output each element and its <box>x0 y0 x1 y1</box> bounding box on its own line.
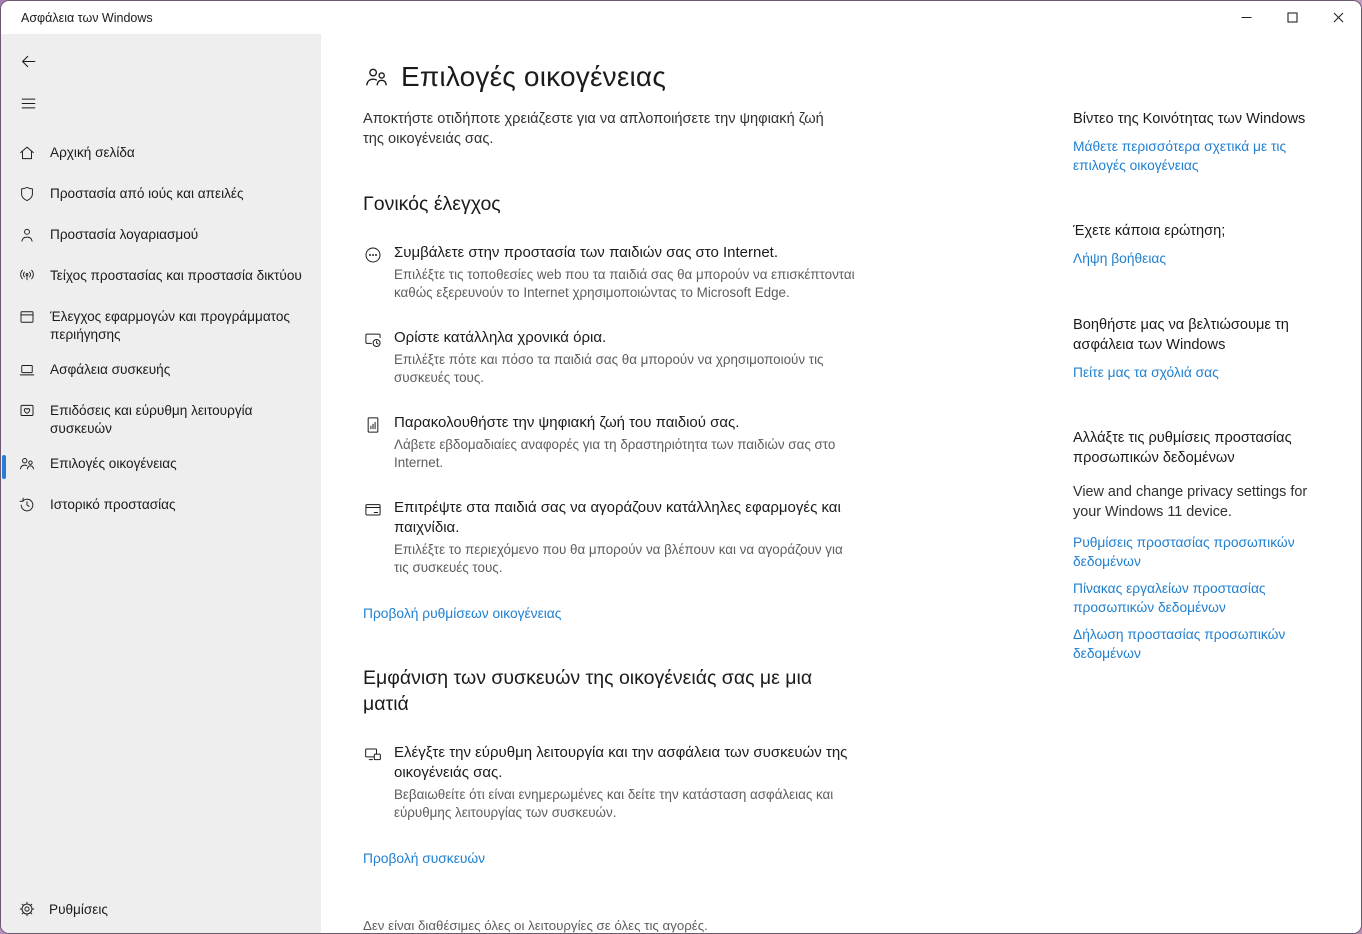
page-title: Επιλογές οικογένειας <box>401 61 667 92</box>
network-icon <box>18 267 37 290</box>
give-feedback-link[interactable]: Πείτε μας τα σχόλιά σας <box>1073 364 1219 380</box>
feature-title: Επιτρέψτε στα παιδιά σας να αγοράζουν κατάλληλες εφαρμογές και παιχνίδια. <box>394 499 841 536</box>
device-health-icon <box>18 402 37 425</box>
view-devices-link[interactable]: Προβολή συσκευών <box>363 851 486 866</box>
maximize-button[interactable] <box>1269 1 1315 34</box>
page-header <box>363 61 885 93</box>
sidebar-item-app-browser-control[interactable]: Έλεγχος εφαρμογών και προγράμματος περιήγησης <box>1 299 321 352</box>
feature-device-health <box>363 743 885 822</box>
feature-web-protection <box>363 243 885 302</box>
get-help-link[interactable]: Λήψη βοήθειας <box>1073 251 1167 266</box>
window-title: Ασφάλεια των Windows <box>21 10 153 25</box>
close-button[interactable] <box>1315 1 1361 34</box>
hamburger-menu-button[interactable] <box>11 87 45 119</box>
laptop-icon <box>18 361 37 384</box>
feature-title: Παρακολουθήστε την ψηφιακή ζωή του παιδιού σας. <box>394 414 740 431</box>
devices-icon <box>363 745 384 770</box>
titlebar <box>1 1 1361 34</box>
view-family-settings-link[interactable]: Προβολή ρυθμίσεων οικογένειας <box>363 606 562 621</box>
feature-activity-report <box>363 413 885 472</box>
sidebar-item-virus-threat-protection[interactable]: Προστασία από ιούς και απειλές <box>1 176 321 217</box>
sidebar <box>1 34 321 933</box>
learn-more-family-options-link[interactable]: Μάθετε περισσότερα σχετικά με τις επιλογές οικογένειας <box>1073 139 1287 173</box>
feature-screen-time <box>363 328 885 387</box>
feature-desc: Επιλέξτε τις τοποθεσίες web που τα παιδιά σας θα μπορούν να επισκέπτονται καθώς εξερευνούν το Internet χρησιμοποιώντας το Microsoft Edge. <box>394 267 855 300</box>
aside-privacy <box>1073 428 1309 663</box>
aside-feedback <box>1073 315 1309 383</box>
parental-controls-heading: Γονικός έλεγχος <box>363 193 501 215</box>
settings-label: Ρυθμίσεις <box>49 901 108 917</box>
sidebar-item-home[interactable]: Αρχική σελίδα <box>1 135 321 176</box>
privacy-statement-link[interactable]: Δήλωση προστασίας προσωπικών δεδομένων <box>1073 627 1286 661</box>
credit-card-icon <box>363 500 384 525</box>
history-icon <box>18 496 37 519</box>
sidebar-item-account-protection[interactable]: Προστασία λογαριασμού <box>1 217 321 258</box>
close-icon <box>1333 12 1344 23</box>
help-aside <box>1073 61 1309 933</box>
main-panel <box>321 34 1361 933</box>
aside-heading: Βοηθήστε μας να βελτιώσουμε τη ασφάλεια των Windows <box>1073 316 1289 353</box>
aside-question <box>1073 221 1309 269</box>
family-options-icon <box>363 64 390 91</box>
web-browsing-icon <box>363 245 384 270</box>
minimize-button[interactable] <box>1223 1 1269 34</box>
sidebar-item-device-performance[interactable]: Επιδόσεις και εύρυθμη λειτουργία συσκευών <box>1 393 321 446</box>
aside-heading: Βίντεο της Κοινότητας των Windows <box>1073 111 1306 127</box>
gear-icon <box>18 900 36 918</box>
privacy-dashboard-link[interactable]: Πίνακας εργαλείων προστασίας προσωπικών δεδομένων <box>1073 581 1266 615</box>
maximize-icon <box>1287 12 1298 23</box>
sidebar-item-firewall-network[interactable]: Τείχος προστασίας και προστασία δικτύου <box>1 258 321 299</box>
feature-desc: Επιλέξτε το περιεχόμενο που θα μπορούν να βλέπουν και να αγοράζουν για τις συσκευές τους. <box>394 542 843 575</box>
screen-time-icon <box>363 330 384 355</box>
feature-title: Ορίστε κατάλληλα χρονικά όρια. <box>394 329 607 346</box>
sidebar-item-settings[interactable] <box>1 885 321 933</box>
back-button[interactable] <box>11 45 45 77</box>
sidebar-item-family-options[interactable]: Επιλογές οικογένειας <box>1 446 321 487</box>
app-window-icon <box>18 308 37 331</box>
family-devices-heading: Εμφάνιση των συσκευών της οικογένειάς σας με μια ματιά <box>363 667 813 715</box>
feature-purchases <box>363 498 885 577</box>
minimize-icon <box>1241 12 1252 23</box>
shield-icon <box>18 185 37 208</box>
person-icon <box>18 226 37 249</box>
page-intro: Αποκτήστε οτιδήποτε χρειάζεστε για να απλοποιήσετε την ψηφιακή ζωή της οικογένειάς σας. <box>363 111 824 147</box>
feature-title: Ελέγξτε την εύρυθμη λειτουργία και την ασφάλεια των συσκευών της οικογένειάς σας. <box>394 744 848 781</box>
feature-desc: Λάβετε εβδομαδιαίες αναφορές για τη δραστηριότητα των παιδιών σας στο Internet. <box>394 437 836 470</box>
availability-note: Δεν είναι διαθέσιμες όλες οι λειτουργίες σε όλες τις αγορές. <box>363 918 708 933</box>
sidebar-item-device-security[interactable]: Ασφάλεια συσκευής <box>1 352 321 393</box>
activity-report-icon <box>363 415 384 440</box>
aside-heading: Έχετε κάποια ερώτηση; <box>1073 223 1226 239</box>
feature-title: Συμβάλετε στην προστασία των παιδιών σας στο Internet. <box>394 244 779 261</box>
feature-desc: Βεβαιωθείτε ότι είναι ενημερωμένες και δείτε την κατάσταση ασφάλειας και εύρυθμης λειτουργίας των συσκευών. <box>394 787 834 820</box>
aside-community-video <box>1073 109 1309 175</box>
family-icon <box>18 455 37 478</box>
family-options-content <box>363 61 885 933</box>
aside-heading: Αλλάξτε τις ρυθμίσεις προστασίας προσωπικών δεδομένων <box>1073 430 1292 466</box>
hamburger-icon <box>19 94 38 113</box>
privacy-settings-link[interactable]: Ρυθμίσεις προστασίας προσωπικών δεδομένων <box>1073 535 1295 569</box>
sidebar-nav <box>1 135 321 528</box>
sidebar-item-protection-history[interactable]: Ιστορικό προστασίας <box>1 487 321 528</box>
home-icon <box>18 144 37 167</box>
window-controls <box>1223 1 1361 34</box>
privacy-text: View and change privacy settings for your Windows 11 device. <box>1073 484 1308 520</box>
feature-desc: Επιλέξτε πότε και πόσο τα παιδιά σας θα μπορούν να χρησιμοποιούν τις συσκευές τους. <box>394 352 824 385</box>
back-arrow-icon <box>19 52 38 71</box>
